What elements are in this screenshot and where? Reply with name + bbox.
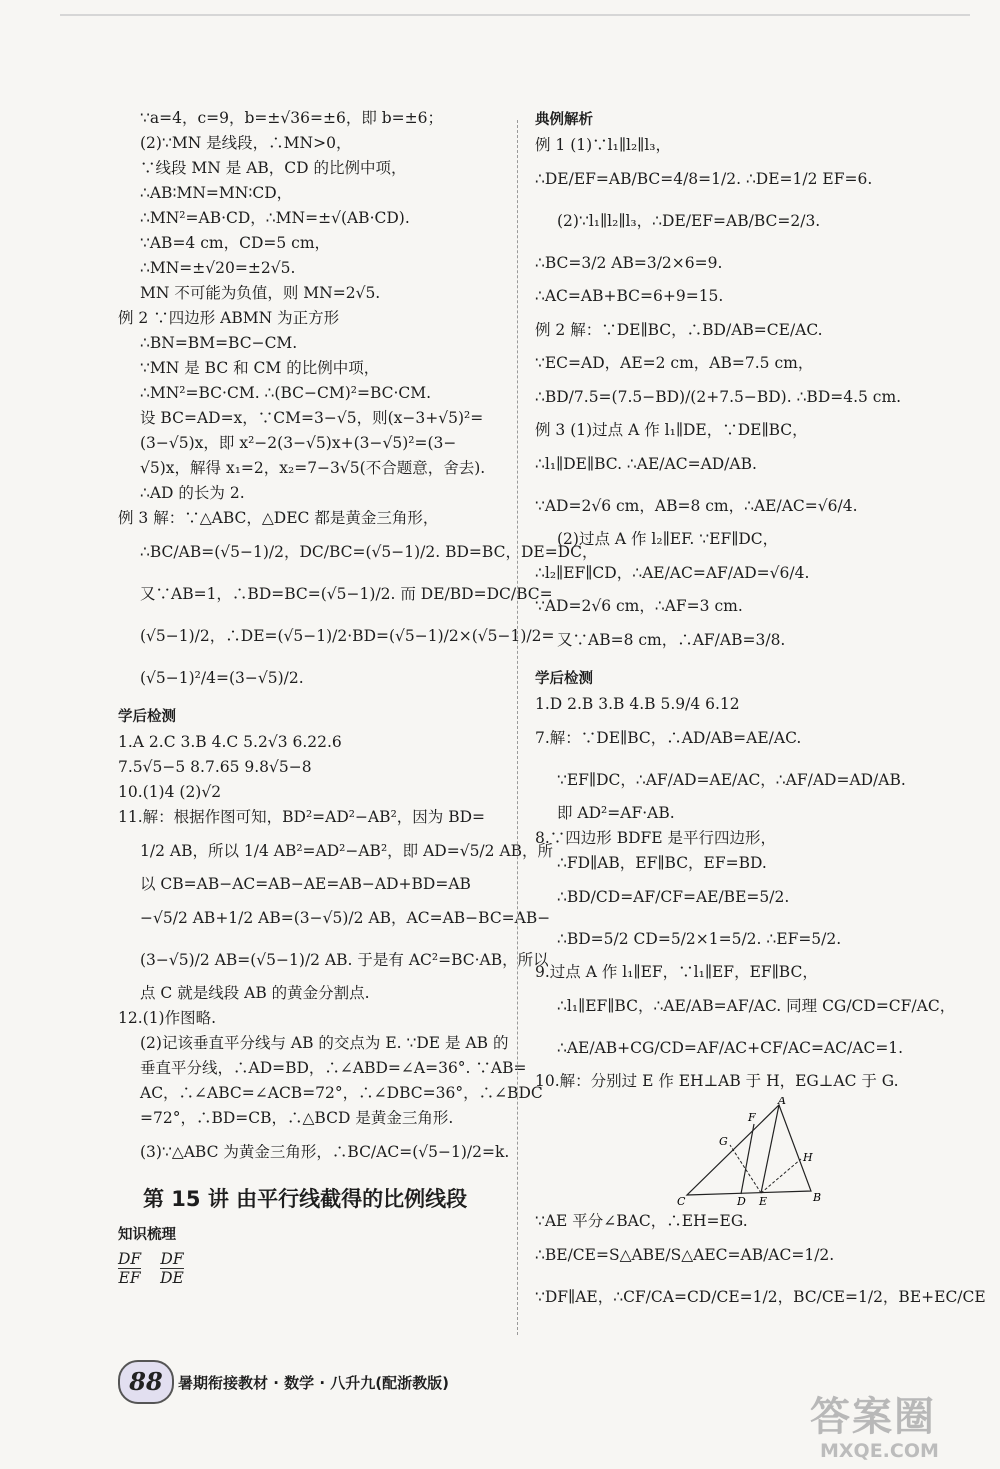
text-line: =72°，∴BD=CB，∴△BCD 是黄金三角形.	[140, 1109, 454, 1127]
text-line: ∴MN²=BC·CM. ∴(BC−CM)²=BC·CM.	[140, 384, 432, 402]
formula-line: −√5/2 AB+1/2 AB=(3−√5)/2 AB，AC=AB−BC=AB−	[140, 909, 551, 927]
text-line: 点 C 就是线段 AB 的黄金分割点.	[140, 984, 370, 1002]
watermark-logo-text: 答案圈	[810, 1394, 936, 1440]
text-line: ∴AC=AB+BC=6+9=15.	[535, 287, 724, 305]
text-line: ∵AE 平分∠BAC，∴EH=EG.	[535, 1212, 748, 1230]
text-line: MN 不可能为负值，则 MN=2√5.	[140, 284, 381, 302]
vertex-label: D	[737, 1195, 746, 1207]
text-line: ∵a=4，c=9，b=±√36=±6，即 b=±6；	[140, 109, 443, 127]
formula-line: ∵EF∥DC，∴AF/AD=AE/AC，∴AF/AD=AD/AB.	[557, 771, 906, 789]
watermark-logo	[810, 1385, 980, 1440]
answer-line: 10.(1)4 (2)√2	[118, 783, 222, 801]
example-heading: 例 1 (1)∵l₁∥l₂∥l₃，	[535, 136, 672, 154]
lesson-title: 第 15 讲 由平行线截得的比例线段	[143, 1187, 468, 1211]
answer-line: 10.解：分别过 E 作 EH⊥AB 于 H，EG⊥AC 于 G.	[535, 1072, 899, 1090]
text-line: 垂直平分线，∴AD=BD，∴∠ABD=∠A=36°. ∵AB=	[140, 1059, 527, 1077]
text-line: ∴MN²=AB·CD，∴MN=±√(AB·CD).	[140, 209, 410, 227]
formula-line: ∴AE/AB+CG/CD=AF/AC+CF/AC=AC/AC=1.	[557, 1039, 904, 1057]
example-heading: 例 2 解：∵DE∥BC，∴BD/AB=CE/AC.	[535, 321, 823, 339]
formula-line: (3)∵△ABC 为黄金三角形，∴BC/AC=(√5−1)/2=k.	[140, 1143, 510, 1161]
fraction-denominator: EF	[118, 1269, 141, 1287]
vertex-label: F	[748, 1111, 756, 1124]
section-heading: 学后检测	[118, 709, 176, 725]
example-heading: 例 3 (1)过点 A 作 l₁∥DE，∵DE∥BC，	[535, 421, 808, 439]
text-line: ∵MN 是 BC 和 CM 的比例中项，	[140, 359, 380, 377]
triangle-figure	[675, 1097, 825, 1207]
vertex-label: A	[778, 1097, 786, 1107]
page-number: 88	[118, 1360, 174, 1404]
top-rule	[60, 14, 970, 16]
text-line: ∴FD∥AB，EF∥BC，EF=BD.	[557, 854, 767, 872]
text-line: √5)x，解得 x₁=2，x₂=7−3√5(不合题意，舍去).	[140, 459, 486, 477]
formula-line: ∴l₁∥EF∥BC，∴AE/AB=AF/AC. 同理 CG/CD=CF/AC，	[557, 997, 956, 1015]
formula-line: ∴BD=5/2 CD=5/2×1=5/2. ∴EF=5/2.	[557, 930, 842, 948]
formula-line: 又∵AB=1，∴BD=BC=(√5−1)/2. 而 DE/BD=DC/BC=	[140, 585, 553, 603]
fraction	[118, 1250, 141, 1287]
fraction	[160, 1250, 184, 1287]
vertex-label: E	[759, 1195, 768, 1207]
fraction-denominator: DE	[160, 1269, 184, 1287]
vertex-label: G	[719, 1135, 728, 1148]
answer-line: 11.解：根据作图可知，BD²=AD²−AB²，因为 BD=	[118, 808, 486, 826]
formula-line: ∴BD/CD=AF/CF=AE/BE=5/2.	[557, 888, 790, 906]
text-line: ∵AB=4 cm，CD=5 cm，	[140, 234, 331, 252]
text-line: ∴BN=BM=BC−CM.	[140, 334, 298, 352]
formula-line: (2)∵l₁∥l₂∥l₃，∴DE/EF=AB/BC=2/3.	[557, 212, 821, 230]
formula-line: ∴BE/CE=S△ABE/S△AEC=AB/AC=1/2.	[535, 1246, 835, 1264]
formula-line: ∴BC/AB=(√5−1)/2，DC/BC=(√5−1)/2. BD=BC，DE=DC，	[140, 543, 598, 561]
fraction-numerator: DF	[160, 1250, 184, 1268]
example-heading: 例 2 ∵四边形 ABMN 为正方形	[118, 309, 340, 327]
text-line: ∴AD 的长为 2.	[140, 484, 245, 502]
text-line: AC，∴∠ABC=∠ACB=72°，∴∠DBC=36°，∴∠BDC	[140, 1084, 543, 1102]
formula-line: (3−√5)/2 AB=(√5−1)/2 AB. 于是有 AC²=BC·AB，所以	[140, 951, 549, 969]
formula-line: ∵AD=2√6 cm，AB=8 cm，∴AE/AC=√6/4.	[535, 497, 858, 515]
right-column	[535, 108, 986, 1320]
text-line: (2)∵MN 是线段，∴MN>0，	[140, 134, 352, 152]
watermark-url: MXQE.COM	[820, 1440, 939, 1462]
text-line: (3−√5)x，即 x²−2(3−√5)x+(3−√5)²=(3−	[140, 434, 457, 452]
text-line: 设 BC=AD=x，∵CM=3−√5，则(x−3+√5)²=	[140, 409, 484, 427]
text-line: ∴AB∶MN=MN∶CD，	[140, 184, 293, 202]
book-title: 暑期衔接教材 · 数学 · 八升九(配浙教版)	[178, 1374, 449, 1392]
text-line: (2)记该垂直平分线与 AB 的交点为 E. ∵DE 是 AB 的	[140, 1034, 509, 1052]
formula-line: ∴DE/EF=AB/BC=4/8=1/2. ∴DE=1/2 EF=6.	[535, 170, 873, 188]
vertex-label: H	[803, 1151, 813, 1164]
formula-line: ∴BC=3/2 AB=3/2×6=9.	[535, 254, 723, 272]
text-line: ∵EC=AD，AE=2 cm，AB=7.5 cm，	[535, 354, 814, 372]
answer-line: 8.∵四边形 BDFE 是平行四边形，	[535, 829, 777, 847]
answer-line: 7.5√5−5 8.7.65 9.8√5−8	[118, 758, 312, 776]
text-line: (2)过点 A 作 l₂∥EF. ∵EF∥DC，	[557, 530, 779, 548]
answer-line: 1.D 2.B 3.B 4.B 5.9/4 6.12	[535, 695, 740, 713]
answer-line: 12.(1)作图略.	[118, 1009, 217, 1027]
formula-line: ∴BD/7.5=(7.5−BD)/(2+7.5−BD). ∴BD=4.5 cm.	[535, 388, 902, 406]
formula-line: ∴l₁∥DE∥BC. ∴AE/AC=AD/AB.	[535, 455, 757, 473]
text-line: 即 AD²=AF·AB.	[557, 804, 675, 822]
segment-df	[741, 1124, 754, 1194]
vertex-label: C	[677, 1195, 686, 1207]
formula-line: (√5−1)²/4=(3−√5)/2.	[140, 669, 304, 687]
section-heading: 学后检测	[535, 671, 593, 687]
example-heading: 例 3 解：∵△ABC，△DEC 都是黄金三角形，	[118, 509, 439, 527]
formula-line: ∴l₂∥EF∥CD，∴AE/AC=AF/AD=√6/4.	[535, 564, 810, 582]
section-heading: 知识梳理	[118, 1227, 176, 1243]
text-line: 以 CB=AB−AC=AB−AE=AB−AD+BD=AB	[140, 875, 471, 893]
vertex-label: B	[813, 1191, 822, 1204]
section-heading: 典例解析	[535, 112, 593, 128]
text-line: ∵线段 MN 是 AB，CD 的比例中项，	[140, 159, 407, 177]
page-footer	[118, 1360, 558, 1404]
knowledge-fractions	[118, 1250, 503, 1287]
text-line: ∴MN=±√20=±2√5.	[140, 259, 296, 277]
answer-line: 1.A 2.C 3.B 4.C 5.2√3 6.22.6	[118, 733, 342, 751]
formula-line: 7.解：∵DE∥BC，∴AD/AB=AE/AC.	[535, 729, 802, 747]
formula-line: (√5−1)/2，∴DE=(√5−1)/2·BD=(√5−1)/2×(√5−1)/2=	[140, 627, 555, 645]
formula-line: ∵DF∥AE，∴CF/CA=CD/CE=1/2，BC/CE=1/2，BE+EC/CE	[535, 1288, 986, 1306]
formula-line: 1/2 AB，所以 1/4 AB²=AD²−AB²，即 AD=√5/2 AB，所	[140, 842, 554, 860]
column-divider	[517, 120, 518, 1335]
text-line: ∵AD=2√6 cm，∴AF=3 cm.	[535, 597, 743, 615]
fraction-numerator: DF	[118, 1250, 142, 1268]
answer-line: 9.过点 A 作 l₁∥EF，∵l₁∥EF，EF∥BC，	[535, 963, 818, 981]
formula-line: 又∵AB=8 cm，∴AF/AB=3/8.	[557, 631, 786, 649]
